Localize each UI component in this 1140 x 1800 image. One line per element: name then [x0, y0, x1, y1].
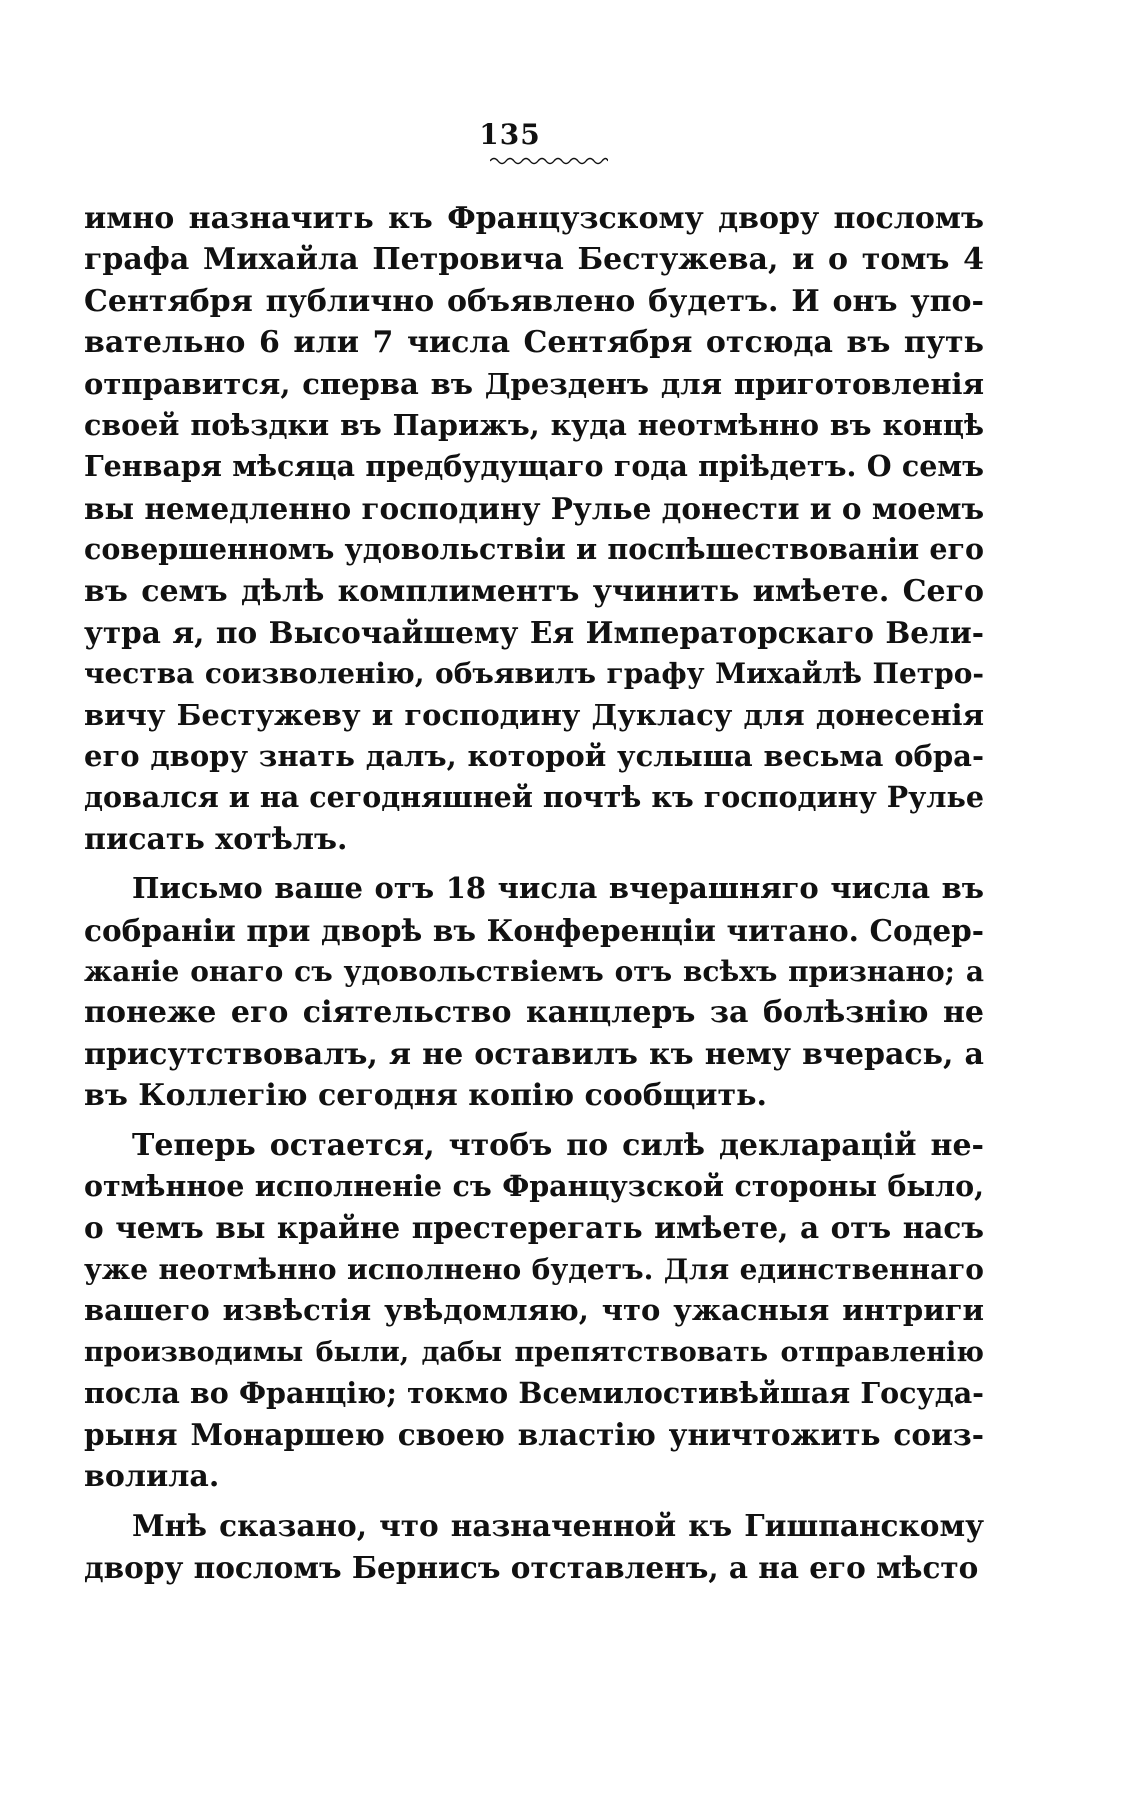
text-line: Мнѣ сказано, что назначенной къ Гишпанскому — [132, 1508, 984, 1544]
text-line: довался и на сегодняшней почтѣ къ господину Рулье — [84, 780, 984, 815]
text-line: въ семъ дѣлѣ комплиментъ учинить имѣете. Сего — [84, 573, 984, 609]
wavy-rule-ornament — [490, 154, 608, 168]
text-line: собраніи при дворѣ въ Конференціи читано. Содер- — [84, 912, 984, 948]
text-line: производимы были, дабы препятствовать отправленію — [84, 1336, 984, 1368]
paragraph-gap — [84, 860, 984, 868]
text-line: утра я, по Высочайшему Ея Императорскаго Вели- — [84, 614, 984, 650]
text-line: своей поѣздки въ Парижъ, куда неотмѣнно въ концѣ — [84, 407, 984, 442]
text-line: уже неотмѣнно исполнено будетъ. Для единственнаго — [84, 1252, 984, 1286]
text-line: Сентября публично объявлено будетъ. И онъ упо- — [84, 283, 984, 319]
text-line: посла во Францію; токмо Всемилостивѣйшая Госуда- — [84, 1375, 984, 1410]
text-line: въ Коллегію сегодня копію сообщить. — [84, 1078, 767, 1114]
paragraph — [84, 1505, 984, 1588]
body-text — [84, 198, 984, 1588]
text-line: двору посломъ Бернисъ отставленъ, а на его мѣсто — [84, 1549, 979, 1585]
text-line: рыня Монаршею своею властію уничтожить соиз- — [84, 1417, 984, 1453]
text-line: чества соизволенію, объявилъ графу Михайлѣ Петро- — [84, 657, 984, 691]
text-line: совершенномъ удовольствіи и поспѣшествованіи его — [84, 532, 984, 567]
paragraph — [84, 1125, 984, 1498]
text-line: понеже его сіятельство канцлеръ за болѣзнію не — [84, 995, 984, 1031]
text-line: отправится, сперва въ Дрезденъ для приготовленія — [84, 366, 984, 401]
text-line: жаніе онаго съ удовольствіемъ отъ всѣхъ признано; а — [84, 955, 984, 989]
text-line: отмѣнное исполненіе съ Французской стороны было, — [84, 1168, 984, 1203]
text-line: Генваря мѣсяца предбудущаго года пріѣдетъ. О семъ — [84, 449, 984, 484]
text-line: вичу Бестужеву и господину Дукласу для донесенія — [84, 697, 984, 732]
paragraph-gap — [84, 1497, 984, 1505]
text-line: вательно 6 или 7 числа Сентября отсюда въ путь — [84, 325, 984, 361]
text-line: Письмо ваше отъ 18 числа вчерашняго числа въ — [132, 871, 984, 906]
text-line: присутствовалъ, я не оставилъ къ нему вчерась, а — [84, 1036, 984, 1072]
paragraph — [84, 868, 984, 1116]
text-line: о чемъ вы крайне престерегать имѣете, а отъ насъ — [84, 1210, 984, 1246]
paragraph-gap — [84, 1117, 984, 1125]
text-line: вашего извѣстія увѣдомляю, что ужасныя интриги — [84, 1293, 984, 1328]
text-line: волила. — [84, 1458, 220, 1494]
text-line: графа Михайла Петровича Бестужева, и о томъ 4 — [84, 242, 984, 278]
text-line: его двору знать далъ, которой услыша весьма обра- — [84, 739, 984, 774]
text-line: имно назначить къ Французскому двору посломъ — [84, 201, 984, 236]
text-line: писать хотѣлъ. — [84, 821, 348, 857]
paragraph — [84, 198, 984, 860]
text-line: Теперь остается, чтобъ по силѣ декларацій не- — [132, 1127, 984, 1163]
text-line: вы немедленно господину Рулье донести и о моемъ — [84, 490, 985, 526]
page-number: 135 — [479, 118, 541, 151]
